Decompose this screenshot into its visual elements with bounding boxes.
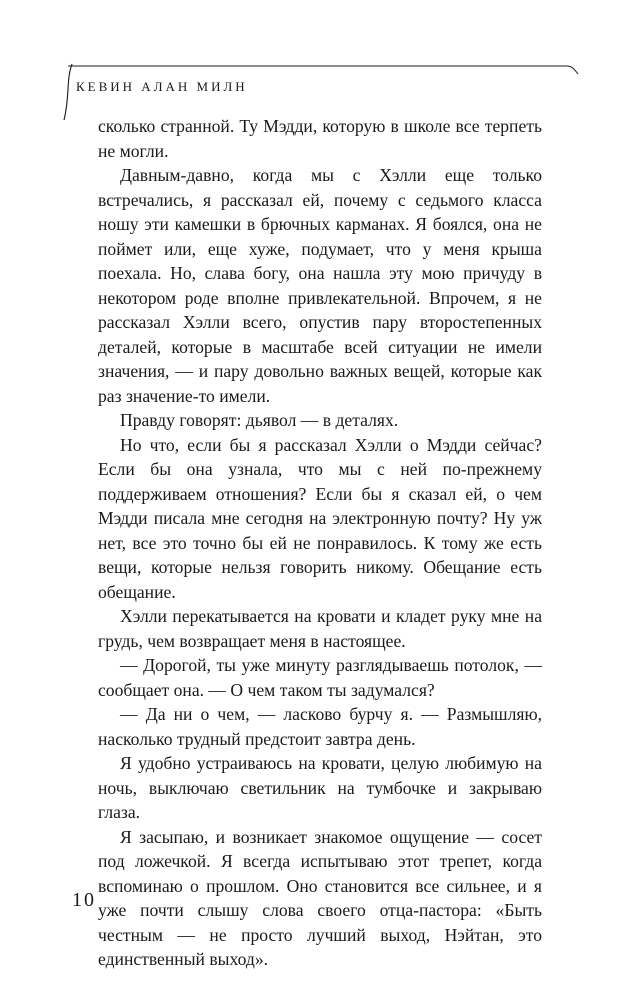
page-number: 10 xyxy=(72,889,96,911)
paragraph: Я удобно устраиваюсь на кровати, целую любимую на ночь, выключаю светильник на тумбочке и закрываю глаза. xyxy=(98,753,542,822)
paragraph: Хэлли перекатывается на кровати и кладет руку мне на грудь, чем возвращает меня в настоящее. xyxy=(98,606,542,651)
running-head: КЕВИН АЛАН МИЛН xyxy=(76,79,248,94)
dialogue-paragraph: — Да ни о чем, — ласково бурчу я. — Размышляю, насколько трудный предстоит завтра день. xyxy=(98,704,542,749)
paragraph: Но что, если бы я рассказал Хэлли о Мэдди сейчас? Если бы она узнала, что мы с ней по-прежнему поддерживаем отношения? Если бы я сказал ей, о чем Мэдди писала мне сегодня на электронную почту? Ну уж нет, все это точно бы ей не понравилось. К тому же есть вещи, которые нельзя говорить никому. Обещание есть обещание. xyxy=(98,434,542,602)
paragraph: сколько странной. Ту Мэдди, которую в школе все терпеть не могли. xyxy=(98,116,542,161)
body-text xyxy=(98,114,542,972)
paragraph: Я засыпаю, и возникает знакомое ощущение — сосет под ложечкой. Я всегда испытываю этот трепет, когда вспоминаю о прошлом. Оно становится все сильнее, и я уже почти слышу слова своего отца-пастора: «Быть честным — не просто лучший выход, Нэйтан, это единственный выход». xyxy=(98,826,542,969)
dialogue-paragraph: — Дорогой, ты уже минуту разглядываешь потолок, — сообщает она. — О чем таком ты задумался? xyxy=(98,655,542,700)
paragraph: Правду говорят: дьявол — в деталях. xyxy=(120,410,399,430)
paragraph: Давным-давно, когда мы с Хэлли еще только встречались, я рассказал ей, почему с седьмого класса ношу эти камешки в брючных карманах. Я боялся, она не поймет или, еще хуже, подумает, что у меня крыша поехала. Но, слава богу, она нашла эту мою причуду в некотором роде вполне привлекательной. Впрочем, я не рассказал Хэлли всего, опустив пару второстепенных деталей, которые в масштабе всей ситуации не имели значения, — и пару довольно важных вещей, которые как раз значение-то имели. xyxy=(98,165,542,406)
